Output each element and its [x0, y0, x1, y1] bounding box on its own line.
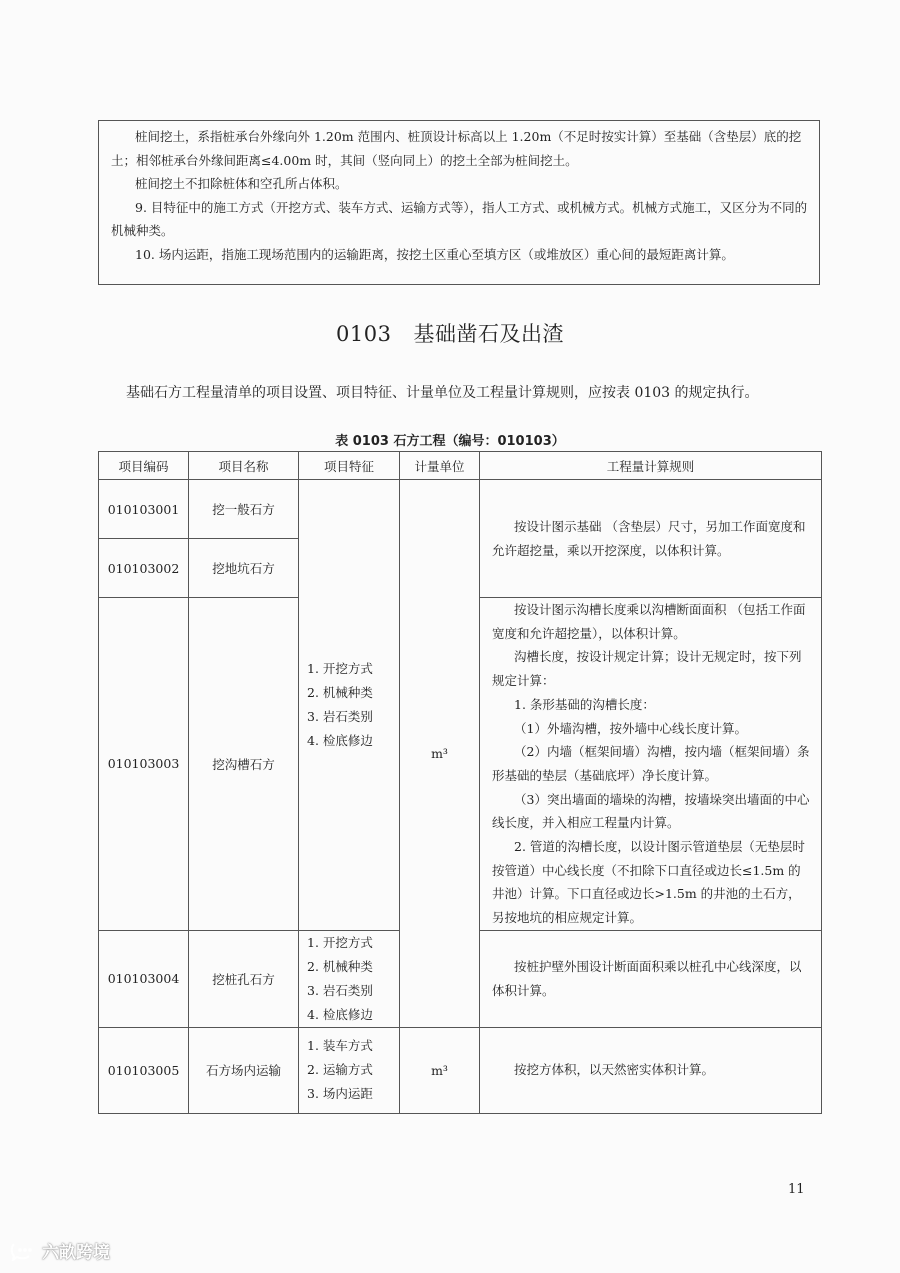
- rule-text: 1. 条形基础的沟槽长度：: [514, 696, 655, 712]
- item-rule: [480, 1027, 822, 1113]
- feature-line: 3. 岩石类别: [307, 708, 373, 724]
- item-code: 010103005: [99, 1027, 189, 1113]
- feature-line: 1. 开挖方式: [307, 660, 373, 676]
- item-code: 010103003: [99, 598, 189, 931]
- header-rules: 工程量计算规则: [480, 452, 822, 480]
- item-name: 挖地坑石方: [189, 539, 299, 598]
- item-code: 010103001: [99, 480, 189, 539]
- feature-line: 3. 场内运距: [307, 1086, 373, 1102]
- rule-text: （3）突出墙面的墙垛的沟槽，按墙垛突出墙面的中心线长度，并入相应工程量内计算。: [492, 791, 810, 831]
- item-rule: [480, 598, 822, 931]
- rule-text: 按挖方体积，以天然密实体积计算。: [514, 1062, 715, 1078]
- item-name: 挖沟槽石方: [189, 598, 299, 931]
- feature-line: 1. 装车方式: [307, 1038, 373, 1054]
- item-code: 010103002: [99, 539, 189, 598]
- note-paragraph: 桩间挖土，系指桩承台外缘向外 1.20m 范围内、桩顶设计标高以上 1.20m（不足时按实计算）至基础（含垫层）底的挖土；相邻桩承台外缘间距离≤4.00m 时，其间（竖向同上）的挖土全部为桩间挖土。: [111, 129, 802, 168]
- table-caption: 表 0103 石方工程（编号：010103）: [335, 434, 565, 449]
- item-features: [299, 1027, 400, 1113]
- chat-bubble-icon: [10, 1241, 36, 1261]
- table-row: [99, 1027, 822, 1113]
- rule-text: 2. 管道的沟槽长度，以设计图示管道垫层（无垫层时按管道）中心线长度（不扣除下口直径或边长≤1.5m 的井池）计算。下口直径或边长>1.5m 的井池的土石方，另按地坑的相应规定计算。: [492, 839, 805, 926]
- section-heading: 基础凿石及出渣: [413, 322, 564, 346]
- rule-text: （2）内墙（框架间墙）沟槽，按内墙（框架间墙）条形基础的垫层（基础底坪）净长度计算。: [492, 744, 810, 783]
- header-unit: 计量单位: [400, 452, 480, 480]
- feature-line: 2. 机械种类: [307, 684, 373, 700]
- notes-box: [98, 120, 820, 285]
- header-features: 项目特征: [299, 452, 400, 480]
- item-unit: m³: [400, 1027, 480, 1113]
- feature-line: 4. 检底修边: [307, 1006, 373, 1022]
- watermark: [10, 1238, 110, 1263]
- table-header-row: [99, 452, 822, 480]
- header-name: 项目名称: [189, 452, 299, 480]
- feature-line: 2. 机械种类: [307, 958, 373, 974]
- item-features: [299, 930, 400, 1027]
- feature-line: 3. 岩石类别: [307, 982, 373, 998]
- watermark-text: 六畝跨境: [42, 1243, 110, 1263]
- feature-line: 4. 检底修边: [307, 732, 373, 748]
- section-number: 0103: [336, 322, 392, 346]
- item-name: 挖一般石方: [189, 480, 299, 539]
- rule-text: （1）外墙沟槽，按外墙中心线长度计算。: [514, 720, 747, 736]
- intro-paragraph: 基础石方工程量清单的项目设置、项目特征、计量单位及工程量计算规则，应按表 0103 的规定执行。: [126, 385, 759, 401]
- item-code: 010103004: [99, 930, 189, 1027]
- feature-line: 2. 运输方式: [307, 1062, 373, 1078]
- item-name: 石方场内运输: [189, 1027, 299, 1113]
- item-name: 挖桩孔石方: [189, 930, 299, 1027]
- page-number: 11: [788, 1182, 805, 1197]
- section-title: [0, 318, 900, 348]
- item-unit: m³: [400, 480, 480, 1028]
- rule-text: 按设计图示沟槽长度乘以沟槽断面面积 （包括工作面宽度和允许超挖量），以体积计算。: [492, 602, 806, 641]
- note-paragraph: 桩间挖土不扣除桩体和空孔所占体积。: [135, 176, 348, 191]
- item-rule: [480, 930, 822, 1027]
- rule-text: 按设计图示基础 （含垫层）尺寸，另加工作面宽度和允许超挖量，乘以开挖深度，以体积计算。: [492, 518, 806, 558]
- header-code: 项目编码: [99, 452, 189, 480]
- note-paragraph: 9. 目特征中的施工方式（开挖方式、装车方式、运输方式等），指人工方式、或机械方式。机械方式施工，又区分为不同的机械种类。: [111, 199, 808, 238]
- table-row: [99, 480, 822, 539]
- rule-text: 沟槽长度，按设计规定计算；设计无规定时，按下列规定计算：: [492, 649, 802, 689]
- rule-text: 按桩护壁外围设计断面面积乘以桩孔中心线深度，以体积计算。: [492, 959, 802, 998]
- item-rule: [480, 480, 822, 598]
- stone-works-table: [98, 451, 822, 1114]
- note-paragraph: 10. 场内运距，指施工现场范围内的运输距离，按挖土区重心至填方区（或堆放区）重心间的最短距离计算。: [135, 246, 734, 262]
- item-features: [299, 480, 400, 931]
- feature-line: 1. 开挖方式: [307, 934, 373, 950]
